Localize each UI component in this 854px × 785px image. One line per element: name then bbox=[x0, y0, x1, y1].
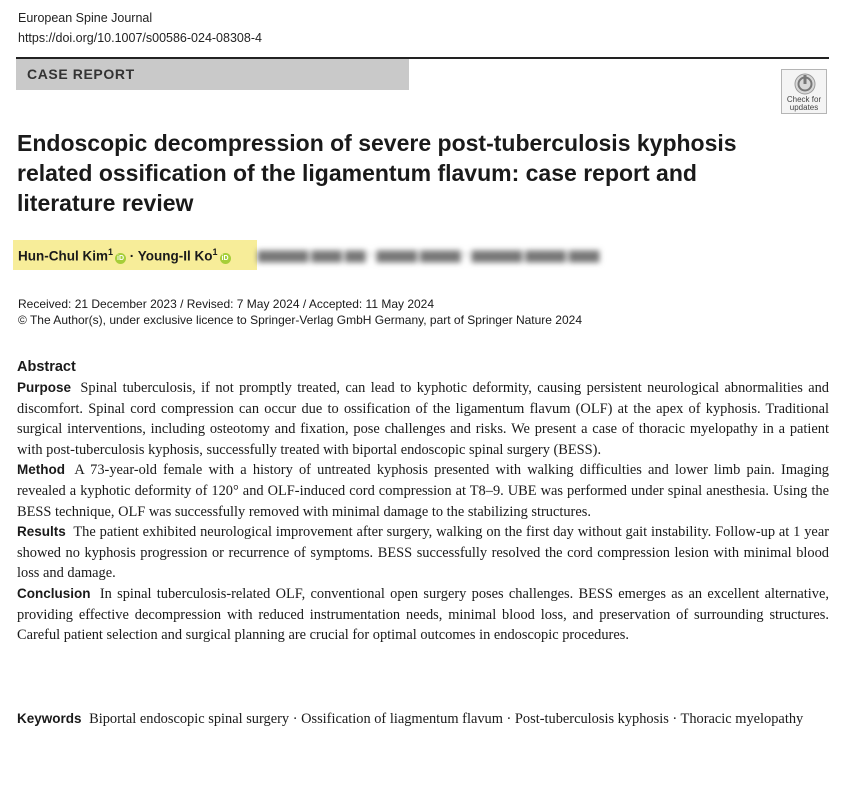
author-name[interactable]: Hun-Chul Kim bbox=[18, 248, 108, 264]
doi-link[interactable]: https://doi.org/10.1007/s00586-024-08308-4 bbox=[18, 31, 262, 45]
article-type-banner bbox=[16, 59, 409, 90]
section-label: Results bbox=[17, 524, 66, 540]
badge-line-2: updates bbox=[789, 103, 819, 112]
section-text: Spinal tuberculosis, if not promptly treated, can lead to kyphotic deformity, causing persistent neurological abnormalities and discomfort. Spinal cord compression can occur due to ossification of the ligamentum flavum (OLF) at the apex of kyphosis. Traditional surgical interventions, including osteotomy and fixation, pose challenges and risks. We present a case of thoracic myelopathy in a patient with post-tuberculosis kyphosis, successfully treated with biportal endoscopic spinal surgery (BESS). bbox=[17, 380, 829, 458]
update-check-icon bbox=[794, 73, 816, 95]
copyright-notice: © The Author(s), under exclusive licence to Springer-Verlag GmbH Germany, part of Springer Nature 2024 bbox=[18, 313, 582, 327]
author-name[interactable]: Young-Il Ko bbox=[137, 248, 213, 264]
abstract-body bbox=[17, 378, 829, 646]
orcid-icon[interactable]: iD bbox=[221, 254, 229, 262]
affiliation-marker: 1 bbox=[212, 247, 218, 257]
article-dates: Received: 21 December 2023 / Revised: 7 May 2024 / Accepted: 11 May 2024 bbox=[18, 297, 435, 311]
blurred-authors: ▆▆▆▆▆ ▆▆▆ ▆▆ · ▆▆▆▆ ▆▆▆▆ · ▆▆▆▆▆ ▆▆▆▆ ▆▆▆ bbox=[258, 247, 600, 262]
article-type-label: CASE REPORT bbox=[27, 66, 135, 82]
journal-name: European Spine Journal bbox=[18, 11, 153, 25]
abstract-purpose bbox=[17, 378, 829, 460]
check-for-updates-badge[interactable] bbox=[781, 69, 827, 114]
section-text: The patient exhibited neurological improvement after surgery, walking on the first day without gait instability. Follow-up at 1 year showed no kyphosis progression or recurrence of symptoms. BESS successfully resolved the cord compression lesion with minimal blood loss and damage. bbox=[17, 524, 829, 582]
keywords-label: Keywords bbox=[17, 711, 82, 726]
orcid-icon[interactable]: iD bbox=[117, 254, 125, 262]
badge-line-1: Check for bbox=[786, 95, 822, 104]
author-separator: · bbox=[129, 248, 135, 264]
section-label: Method bbox=[17, 462, 65, 478]
article-title: Endoscopic decompression of severe post-tuberculosis kyphosis related ossification of the ligamentum flavum: case report and literature review bbox=[17, 130, 737, 216]
section-text: In spinal tuberculosis-related OLF, conventional open surgery poses challenges. BESS emerges as an excellent alternative, providing effective decompression with reduced instrumentation needs, minimal blood loss, and preservation of surrounding structures. Careful patient selection and surgical planning are crucial for optimal outcomes in endoscopic procedures. bbox=[17, 585, 829, 644]
abstract-heading: Abstract bbox=[17, 359, 76, 375]
abstract-results bbox=[17, 522, 829, 584]
affiliation-marker: 1 bbox=[108, 247, 114, 257]
abstract-method bbox=[17, 460, 829, 522]
section-label: Purpose bbox=[17, 380, 72, 395]
author-list bbox=[18, 247, 231, 264]
keywords bbox=[17, 709, 829, 730]
keywords-text: Biportal endoscopic spinal surgery · Ossification of liagmentum flavum · Post-tuberculosis kyphosis · Thoracic myelopathy bbox=[89, 711, 804, 727]
section-label: Conclusion bbox=[17, 585, 91, 601]
abstract-conclusion bbox=[17, 584, 829, 646]
section-text: A 73-year-old female with a history of untreated kyphosis presented with walking difficulties and lower limb pain. Imaging revealed a kyphotic deformity of 120° and OLF-induced cord compression at T8–9. UBE was performed under spinal anesthesia. Using the BESS technique, OLF was successfully removed with minimal damage to the stabilizing structures. bbox=[17, 462, 829, 520]
